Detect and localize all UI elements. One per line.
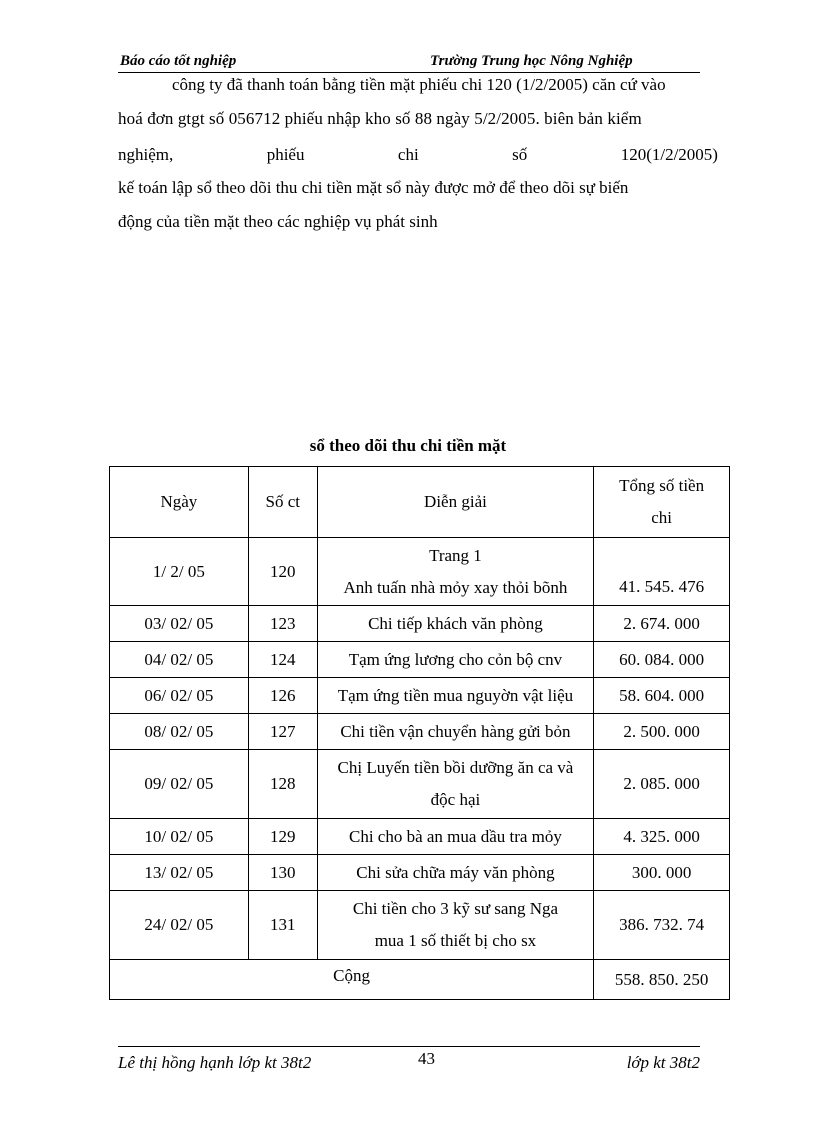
word: nghiệm, <box>118 145 174 164</box>
header-left: Báo cáo tốt nghiệp <box>120 53 237 69</box>
word: số <box>512 145 528 164</box>
row-description: Tạm ứng tiền mua nguyờn vật liệu <box>317 678 594 714</box>
word: chi <box>397 145 419 164</box>
row-doc-no: 131 <box>248 891 317 960</box>
row-amount: 4. 325. 000 <box>594 819 730 855</box>
row-amount: 41. 545. 476 <box>594 538 730 606</box>
row-description: Chi cho bà an mua dầu tra mỏy <box>317 819 594 855</box>
row-doc-no: 123 <box>248 606 317 642</box>
row-date: 08/ 02/ 05 <box>110 714 249 750</box>
table-row <box>110 855 730 891</box>
page-footer <box>118 1046 700 1072</box>
row-doc-no: 128 <box>248 750 317 819</box>
row-amount: 300. 000 <box>594 855 730 891</box>
header-right: Trường Trung học Nông Nghiệp <box>430 53 633 69</box>
table-row <box>110 678 730 714</box>
row-date: 06/ 02/ 05 <box>110 678 249 714</box>
row-amount: 58. 604. 000 <box>594 678 730 714</box>
paragraph-line-4: kế toán lập sổ theo dõi thu chi tiền mặt sổ này được mở để theo dõi sự biến <box>118 178 629 197</box>
row-amount: 60. 084. 000 <box>594 642 730 678</box>
row-description: Trang 1 Anh tuấn nhà mỏy xay thỏi bõnh <box>317 538 594 606</box>
table-row <box>110 606 730 642</box>
row-date: 1/ 2/ 05 <box>110 538 249 606</box>
footer-class: lớp kt 38t2 <box>626 1053 700 1072</box>
table-row <box>110 750 730 819</box>
row-description: Tạm ứng lương cho cỏn bộ cnv <box>317 642 594 678</box>
word: 120(1/2/2005) <box>620 145 718 164</box>
row-amount: 2. 500. 000 <box>594 714 730 750</box>
row-date: 03/ 02/ 05 <box>110 606 249 642</box>
row-description: Chi tiếp khách văn phòng <box>317 606 594 642</box>
paragraph-line-2: hoá đơn gtgt số 056712 phiếu nhập kho số 88 ngày 5/2/2005. biên bản kiểm <box>118 109 642 128</box>
row-amount: 386. 732. 74 <box>594 891 730 960</box>
footer-author: Lê thị hồng hạnh lớp kt 38t2 <box>118 1053 312 1072</box>
paragraph-line-5: động của tiền mặt theo các nghiệp vụ phát sinh <box>118 212 438 231</box>
row-description: Chị Luyến tiền bồi dưỡng ăn ca và độc hại <box>317 750 594 819</box>
table-row <box>110 642 730 678</box>
row-description: Chi sửa chữa máy văn phòng <box>317 855 594 891</box>
page-number: 43 <box>418 1049 435 1068</box>
total-amount: 558. 850. 250 <box>594 960 730 1000</box>
row-date: 04/ 02/ 05 <box>110 642 249 678</box>
table-total-row <box>110 960 730 1000</box>
row-date: 24/ 02/ 05 <box>110 891 249 960</box>
row-doc-no: 130 <box>248 855 317 891</box>
paragraph-line-1: công ty đã thanh toán bằng tiền mặt phiếu chi 120 (1/2/2005) căn cứ vào <box>172 75 666 94</box>
table-title: sổ theo dõi thu chi tiền mặt <box>309 436 507 455</box>
table-row <box>110 819 730 855</box>
cash-ledger-table <box>109 466 730 1000</box>
word: phiếu <box>266 145 305 164</box>
row-date: 13/ 02/ 05 <box>110 855 249 891</box>
row-description: Chi tiền cho 3 kỹ sư sang Nga mua 1 số thiết bị cho sx <box>317 891 594 960</box>
header-doc-no: Số ct <box>248 467 317 538</box>
header-description: Diễn giải <box>317 467 594 538</box>
row-amount: 2. 674. 000 <box>594 606 730 642</box>
row-date: 09/ 02/ 05 <box>110 750 249 819</box>
paragraph-line-3 <box>118 145 718 165</box>
total-label: Cộng <box>110 960 594 1000</box>
row-amount: 2. 085. 000 <box>594 750 730 819</box>
row-doc-no: 124 <box>248 642 317 678</box>
row-doc-no: 129 <box>248 819 317 855</box>
header-date: Ngày <box>110 467 249 538</box>
row-date: 10/ 02/ 05 <box>110 819 249 855</box>
row-doc-no: 126 <box>248 678 317 714</box>
row-description: Chi tiền vận chuyển hàng gửi bỏn <box>317 714 594 750</box>
page-header <box>118 52 700 73</box>
table-row <box>110 538 730 606</box>
row-doc-no: 127 <box>248 714 317 750</box>
table-header-row <box>110 467 730 538</box>
header-amount: Tổng số tiền chi <box>594 467 730 538</box>
table-row <box>110 714 730 750</box>
table-row <box>110 891 730 960</box>
row-doc-no: 120 <box>248 538 317 606</box>
